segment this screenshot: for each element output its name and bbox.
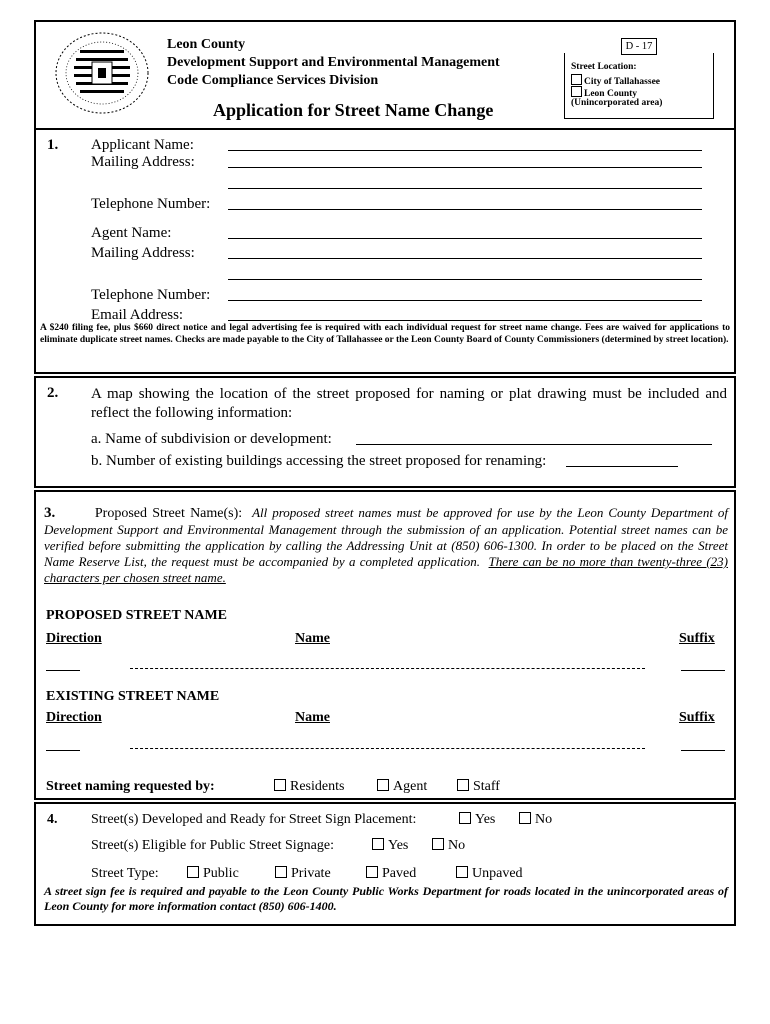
- existing-suffix-field[interactable]: [681, 750, 725, 751]
- sign-placement-no[interactable]: [519, 812, 552, 828]
- proposed-heading: PROPOSED STREET NAME: [46, 608, 227, 623]
- existing-direction-field[interactable]: [46, 750, 80, 751]
- section4-number: 4.: [47, 812, 58, 827]
- section2-text: A map showing the location of the street proposed for naming or plat drawing must be included and reflect the following information:: [91, 386, 727, 421]
- residents-checkbox[interactable]: [274, 779, 286, 791]
- section3-underlined-text: There can be no more than twenty-three (23) characters per chosen street name.: [44, 554, 728, 585]
- section3-lead: Proposed Street Name(s):: [94, 506, 243, 521]
- email-label: Email Address:: [91, 307, 184, 323]
- applicant-name-field[interactable]: [228, 150, 702, 151]
- staff-label: Staff: [473, 779, 500, 794]
- type-public-checkbox[interactable]: [187, 866, 199, 878]
- proposed-name-label: Name: [295, 631, 330, 646]
- agent-telephone-label: Telephone Number:: [91, 287, 211, 303]
- sign-placement-yes[interactable]: [459, 812, 495, 828]
- public-signage-yes[interactable]: [372, 838, 408, 854]
- public-signage-question: Street(s) Eligible for Public Street Signage:: [91, 838, 335, 853]
- residents-option[interactable]: [274, 779, 344, 795]
- public-signage-no[interactable]: [432, 838, 465, 854]
- org-line-1: Leon County: [167, 37, 246, 52]
- telephone-label: Telephone Number:: [91, 196, 211, 212]
- agent-telephone-field[interactable]: [228, 300, 702, 301]
- sign-placement-no-checkbox[interactable]: [519, 812, 531, 824]
- section3-paragraph: [44, 505, 728, 586]
- telephone-field[interactable]: [228, 209, 702, 210]
- proposed-direction-label: Direction: [46, 631, 102, 646]
- buildings-field[interactable]: [566, 466, 678, 467]
- existing-direction-label: Direction: [46, 710, 102, 725]
- org-line-3: Code Compliance Services Division: [167, 73, 379, 88]
- sign-placement-yes-checkbox[interactable]: [459, 812, 471, 824]
- requested-by-label: Street naming requested by:: [46, 779, 215, 794]
- mailing-address-label: Mailing Address:: [91, 154, 195, 170]
- public-signage-yes-checkbox[interactable]: [372, 838, 384, 850]
- residents-label: Residents: [290, 779, 345, 794]
- agent-name-field[interactable]: [228, 238, 702, 239]
- subdivision-field[interactable]: [356, 444, 712, 445]
- existing-heading: EXISTING STREET NAME: [46, 689, 220, 704]
- existing-name-label: Name: [295, 710, 330, 725]
- email-field[interactable]: [228, 320, 702, 321]
- city-checkbox[interactable]: [571, 74, 582, 85]
- type-private-checkbox[interactable]: [275, 866, 287, 878]
- agent-name-label: Agent Name:: [91, 225, 172, 241]
- type-unpaved-label: Unpaved: [472, 866, 523, 881]
- public-signage-no-checkbox[interactable]: [432, 838, 444, 850]
- agent-mailing-field[interactable]: [228, 258, 702, 259]
- form-title: Application for Street Name Change: [213, 100, 494, 120]
- buildings-label: b. Number of existing buildings accessing the street proposed for renaming:: [91, 453, 547, 469]
- staff-checkbox[interactable]: [457, 779, 469, 791]
- public-signage-yes-label: Yes: [388, 838, 409, 853]
- existing-suffix-label: Suffix: [679, 710, 715, 725]
- type-public-label: Public: [203, 866, 239, 881]
- agent-option-label: Agent: [393, 779, 428, 794]
- sign-placement-no-label: No: [535, 812, 553, 827]
- staff-option[interactable]: [457, 779, 500, 795]
- proposed-suffix-field[interactable]: [681, 670, 725, 671]
- type-paved-checkbox[interactable]: [366, 866, 378, 878]
- type-private-option[interactable]: [275, 866, 331, 882]
- agent-checkbox[interactable]: [377, 779, 389, 791]
- sign-placement-question: Street(s) Developed and Ready for Street Sign Placement:: [91, 812, 417, 827]
- sign-fee-note: A street sign fee is required and payable to the Leon County Public Works Department for roads located in the unincorporated areas of Leon County for more information contact (850) 606-1400.: [44, 884, 728, 913]
- street-location-label: Street Location:: [571, 62, 637, 72]
- type-public-option[interactable]: [187, 866, 239, 882]
- section3-italic-text: All proposed street names must be approved for use by the Leon County Department of Development Support and Environmental Management through the submission of an application. Potential street names can be verified before submitting the application by calling the Addressing Unit at (850) 606-1300. In order to be placed on the Street Name Reserve List, the request must be accompanied by a completed application.: [44, 505, 728, 569]
- proposed-direction-field[interactable]: [46, 670, 80, 671]
- county-seal-logo: [52, 28, 152, 118]
- mailing-address-field[interactable]: [228, 167, 702, 168]
- existing-name-field[interactable]: [130, 748, 645, 749]
- agent-mailing-label: Mailing Address:: [91, 245, 195, 261]
- section2-number: 2.: [47, 385, 59, 401]
- applicant-name-label: Applicant Name:: [91, 137, 194, 153]
- county-checkbox[interactable]: [571, 86, 582, 97]
- section3-number: 3.: [44, 505, 56, 521]
- street-type-label: Street Type:: [91, 866, 159, 881]
- city-label: City of Tallahassee: [584, 77, 661, 87]
- type-unpaved-option[interactable]: [456, 866, 523, 882]
- type-paved-label: Paved: [382, 866, 417, 881]
- sign-placement-yes-label: Yes: [475, 812, 496, 827]
- type-unpaved-checkbox[interactable]: [456, 866, 468, 878]
- form-code: D - 17: [621, 38, 657, 55]
- proposed-name-field[interactable]: [130, 668, 645, 669]
- county-unincorporated-note: (Unincorporated area): [571, 98, 663, 108]
- type-paved-option[interactable]: [366, 866, 416, 882]
- agent-option[interactable]: [377, 779, 427, 795]
- section1-number: 1.: [47, 137, 59, 153]
- county-label: Leon County: [584, 89, 638, 99]
- public-signage-no-label: No: [448, 838, 466, 853]
- org-line-2: Development Support and Environmental Management: [167, 55, 500, 70]
- subdivision-label: a. Name of subdivision or development:: [91, 431, 332, 447]
- fee-note: A $240 filing fee, plus $660 direct notice and legal advertising fee is required with each individual request for street name change. Fees are waived for applications to eliminate duplicate street names. Checks are made payable to the City of Tallahassee or the Leon County Board of County Commissioners (determined by street location).: [40, 323, 730, 345]
- type-private-label: Private: [291, 866, 331, 881]
- agent-mailing-field-2[interactable]: [228, 279, 702, 280]
- mailing-address-field-2[interactable]: [228, 188, 702, 189]
- proposed-suffix-label: Suffix: [679, 631, 715, 646]
